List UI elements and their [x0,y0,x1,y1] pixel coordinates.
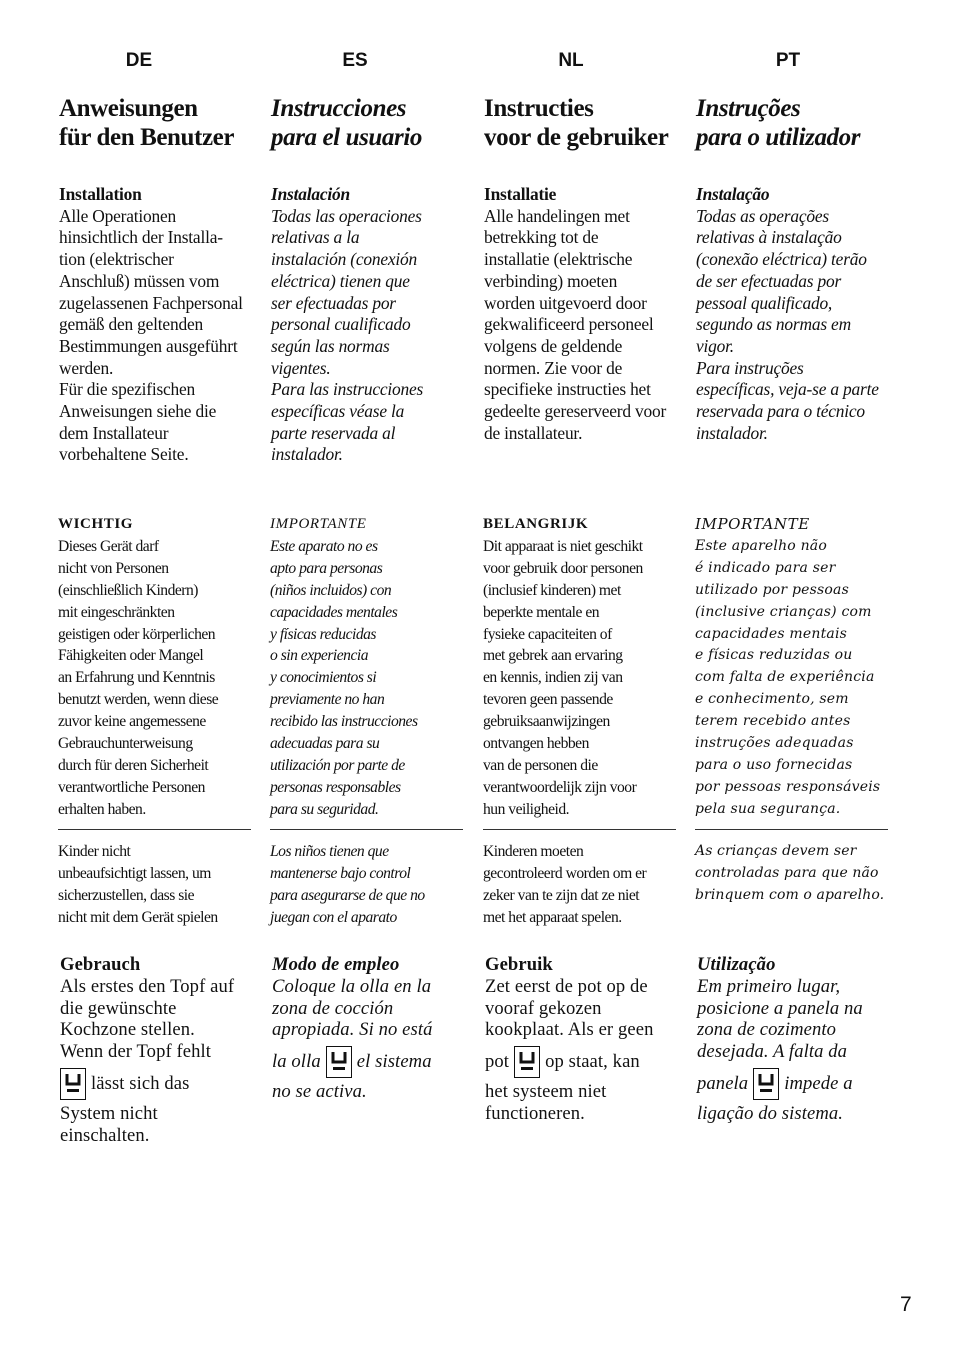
installation-text-line: werden. [59,357,114,378]
usage-heading: Gebrauch [60,954,141,975]
warning-text-line: apto para personas [270,559,383,577]
installation-text-line: instalador. [271,444,343,465]
title-line: voor de gebruiker [484,124,669,151]
warning-text-line: capacidades mentais [695,625,848,642]
pot-absent-display-icon [326,1046,352,1078]
warning-text-line: para su seguridad. [270,800,379,818]
usage-text-line: het systeem niet [485,1081,607,1103]
title-line: für den Benutzer [59,124,235,151]
installation-heading: Installatie [484,184,557,204]
installation-text-line: Todas as operações [696,205,829,226]
children-notice [270,841,468,929]
warning-text-line: met gebrek aan ervaring [483,647,623,665]
usage-icon-line [272,1043,472,1081]
warning-text-line: Fähigkeiten oder Mangel [58,647,204,665]
installation-text-line: segundo as normas em [696,314,851,335]
warning-heading: IMPORTANTE [695,515,810,533]
divider [270,829,463,830]
language-code: ES [342,50,368,71]
warning-text-line: (niños incluidos) con [270,581,392,599]
safety-warning-section [270,514,470,821]
warning-text-line: zuvor keine angemessene [58,713,206,731]
warning-text-line: recibido las instrucciones [270,713,418,731]
usage-text-line: apropiada. Si no está [272,1019,433,1041]
children-notice-line: controladas para que não [695,864,879,881]
warning-text-line: fysieke capaciteiten of [483,625,612,643]
title-line: Instruções [696,95,801,122]
usage-text-after-icon: impede a [784,1073,853,1095]
warning-text-line: nicht von Personen [58,559,169,577]
usage-heading: Utilização [697,954,776,975]
children-notice-line: gecontroleerd worden om er [483,864,647,882]
pot-absent-display-icon [753,1068,779,1100]
installation-text-line: dem Installateur [59,422,169,443]
usage-text-line: Kochzone stellen. [60,1019,195,1041]
installation-text-line: worden uitgevoerd door [484,292,647,313]
children-notice-line: As crianças devem ser [695,843,857,859]
installation-text-line: parte reservada al [271,422,396,443]
installation-text-line: específicas, veja-se a parte [696,379,879,400]
usage-text-before-icon: pot [485,1051,510,1073]
warning-text-line: Este aparelho não [695,537,827,554]
installation-text-line: Para instruções [696,357,804,378]
usage-text-line: desejada. A falta da [697,1041,848,1063]
warning-text-line: an Erfahrung und Kenntnis [58,669,215,687]
warning-text-line: Este aparato no es [270,537,378,555]
warning-text-line: verantwoordelijk zijn voor [483,778,637,796]
installation-text-line: eléctrica) tienen que [271,270,410,291]
usage-text-line: Zet eerst de pot op de [485,975,648,997]
warning-text-line: mit eingeschränkten [58,603,175,621]
warning-text-line: gebruiksaanwijzingen [483,713,610,731]
installation-text-line: ser efectuadas por [271,292,396,313]
section-title [696,94,906,152]
children-notice-line: met het apparaat spelen. [483,908,622,926]
section-title [484,94,694,152]
page-number: 7 [900,1293,912,1316]
usage-section [272,954,472,1103]
warning-text-line: benutzt werden, wenn diese [58,691,219,709]
warning-text-line: durch für deren Sicherheit [58,756,209,774]
warning-text-line: com falta de experiência [695,669,875,686]
pot-absent-display-icon [60,1068,86,1100]
title-line: Instrucciones [271,95,407,122]
language-code: DE [125,50,153,71]
warning-heading: IMPORTANTE [270,516,367,532]
usage-text-before-icon: la olla [272,1051,321,1073]
installation-section [484,184,689,444]
warning-text-line: Dieses Gerät darf [58,537,159,555]
usage-text-line: posicione a panela na [697,997,863,1019]
safety-warning-section [695,514,895,821]
installation-text-line: verbinding) moeten [484,270,618,291]
installation-text-line: Bestimmungen ausgeführt [59,335,238,356]
warning-text-line: e conhecimento, sem [695,691,849,708]
title-line: para o utilizador [696,124,861,151]
installation-text-line: vigor. [696,335,734,356]
warning-text-line: hun veiligheid. [483,800,570,818]
usage-text-line: vooraf gekozen [485,997,602,1019]
usage-text-before-icon: panela [697,1073,749,1095]
warning-text-line: para o uso fornecidas [695,756,853,773]
children-notice-line: brinquem com o aparelho. [695,886,885,903]
usage-text-line: Als erstes den Topf auf [60,975,235,997]
children-notice-line: Kinder nicht [58,843,131,860]
installation-text-line: volgens de geldende [484,335,623,356]
children-notice-line: Kinderen moeten [483,843,584,860]
usage-text-line: Coloque la olla en la [272,975,432,997]
warning-text-line: por pessoas responsáveis [695,778,881,795]
warning-text-line: Gebrauchunterweisung [58,735,193,753]
warning-text-line: ontvangen hebben [483,735,589,753]
divider [695,829,888,830]
installation-text-line: zugelassenen Fachpersonal [59,292,243,313]
divider [58,829,251,830]
children-notice-line: zeker van te zijn dat ze niet [483,886,640,904]
warning-text-line: beperkte mentale en [483,603,600,621]
installation-text-line: tion (elektrischer [59,249,174,270]
warning-text-line: previamente no han [270,691,385,709]
warning-text-line: Dit apparaat is niet geschikt [483,537,643,555]
usage-text-after-icon: op staat, kan [545,1051,640,1073]
title-line: Instructies [484,95,594,122]
warning-text-line: y conocimientos si [270,669,377,687]
title-line: Anweisungen [59,95,198,122]
children-notice-line: unbeaufsichtigt lassen, um [58,864,211,882]
warning-text-line: verantwortliche Personen [58,778,205,796]
installation-text-line: pessoal qualificado, [696,292,833,313]
usage-text-line: System nicht [60,1102,158,1124]
warning-text-line: é indicado para ser [695,559,836,576]
installation-section [271,184,476,466]
usage-section [60,954,260,1147]
installation-text-line: Alle handelingen met [484,205,630,226]
usage-icon-line [697,1065,897,1103]
title-line: para el usuario [271,124,422,151]
warning-text-line: utilización por parte de [270,756,405,774]
installation-text-line: instalación (conexión [271,249,417,270]
warning-text-line: geistigen oder körperlichen [58,625,216,643]
warning-text-line: utilizado por pessoas [695,581,849,598]
warning-text-line: instruções adequadas [695,735,854,752]
warning-text-line: en kennis, indien zij van [483,669,623,687]
installation-text-line: de installateur. [484,422,583,443]
usage-text-line: die gewünschte [60,997,177,1019]
warning-text-line: adecuadas para su [270,735,380,753]
installation-text-line: relativas à instalação [696,227,842,248]
installation-text-line: Alle Operationen [59,205,177,226]
children-notice-line: para asegurarse de que no [270,886,425,904]
installation-text-line: betrekking tot de [484,227,599,248]
children-notice-line: sicherzustellen, dass sie [58,886,195,904]
installation-section [696,184,901,444]
installation-text-line: según las normas [271,335,390,356]
installation-text-line: Para las instrucciones [271,379,424,400]
children-notice-line: nicht mit dem Gerät spielen [58,908,218,926]
warning-text-line: (inclusive crianças) com [695,603,872,620]
divider [483,829,676,830]
children-notice-line: Los niños tienen que [270,843,389,860]
children-notice [695,841,893,907]
warning-text-line: e físicas reduzidas ou [695,647,853,664]
installation-text-line: vorbehaltene Seite. [59,444,189,465]
installation-text-line: Todas las operaciones [271,205,422,226]
installation-text-line: normen. Zie voor de [484,357,623,378]
installation-text-line: gedeelte gereserveerd voor [484,401,667,422]
installation-text-line: relativas a la [271,227,360,248]
pot-absent-display-icon [514,1046,540,1078]
installation-text-line: Anweisungen siehe die [59,401,217,422]
usage-icon-line [55,1065,260,1103]
warning-text-line: erhalten haben. [58,800,146,818]
usage-text-after-icon: lässt sich das [91,1073,190,1095]
usage-text-line: einschalten. [60,1124,150,1146]
usage-text-line: no se activa. [272,1081,367,1103]
installation-heading: Instalación [271,184,350,204]
section-title [271,94,481,152]
warning-text-line: terem recebido antes [695,713,851,730]
language-code: PT [775,50,801,71]
installation-text-line: hinsichtlich der Installa- [59,227,223,248]
usage-icon-line [485,1043,685,1081]
usage-text-line: ligação do sistema. [697,1102,843,1124]
warning-text-line: o sin experiencia [270,647,369,665]
warning-text-line: tevoren geen passende [483,691,613,709]
warning-heading: BELANGRIJK [483,516,589,532]
installation-text-line: specifieke instructies het [484,379,651,400]
installation-text-line: (conexão eléctrica) terão [696,249,867,270]
installation-text-line: instalador. [696,422,768,443]
installation-text-line: gemäß den geltenden [59,314,203,335]
children-notice [58,841,256,929]
usage-text-line: functioneren. [485,1102,585,1124]
usage-text-line: Wenn der Topf fehlt [60,1041,212,1063]
warning-text-line: personas responsables [270,778,401,796]
installation-heading: Installation [59,184,142,204]
usage-text-line: zona de cocción [272,997,394,1019]
installation-text-line: installatie (elektrische [484,249,633,270]
children-notice-line: juegan con el aparato [270,908,397,926]
usage-section [485,954,685,1125]
warning-text-line: pela sua segurança. [695,800,841,817]
safety-warning-section [58,514,258,821]
installation-section [59,184,264,466]
usage-text-line: Em primeiro lugar, [697,975,841,997]
warning-text-line: voor gebruik door personen [483,559,643,577]
usage-heading: Modo de empleo [272,954,400,975]
section-title [59,94,269,152]
usage-section [697,954,897,1125]
children-notice-line: mantenerse bajo control [270,864,411,882]
safety-warning-section [483,514,683,821]
warning-text-line: capacidades mentales [270,603,398,621]
usage-text-line: kookplaat. Als er geen [485,1019,654,1041]
installation-heading: Instalação [696,184,770,204]
warning-text-line: y físicas reducidas [270,625,376,643]
usage-text-after-icon: el sistema [356,1051,432,1073]
installation-text-line: reservada para o técnico [696,401,865,422]
warning-text-line: (inclusief kinderen) met [483,581,621,599]
language-code: NL [558,50,584,71]
installation-text-line: vigentes. [271,357,331,378]
installation-text-line: Anschluß) müssen vom [59,270,220,291]
installation-text-line: de ser efectuadas por [696,270,842,291]
warning-heading: WICHTIG [58,516,134,532]
warning-text-line: (einschließlich Kindern) [58,581,198,599]
installation-text-line: específicas véase la [271,401,405,422]
usage-text-line: zona de cozimento [697,1019,837,1041]
usage-heading: Gebruik [485,954,553,975]
installation-text-line: gekwalificeerd personeel [484,314,654,335]
installation-text-line: personal cualificado [271,314,411,335]
installation-text-line: Für die spezifischen [59,379,196,400]
warning-text-line: van de personen die [483,756,598,774]
children-notice [483,841,681,929]
